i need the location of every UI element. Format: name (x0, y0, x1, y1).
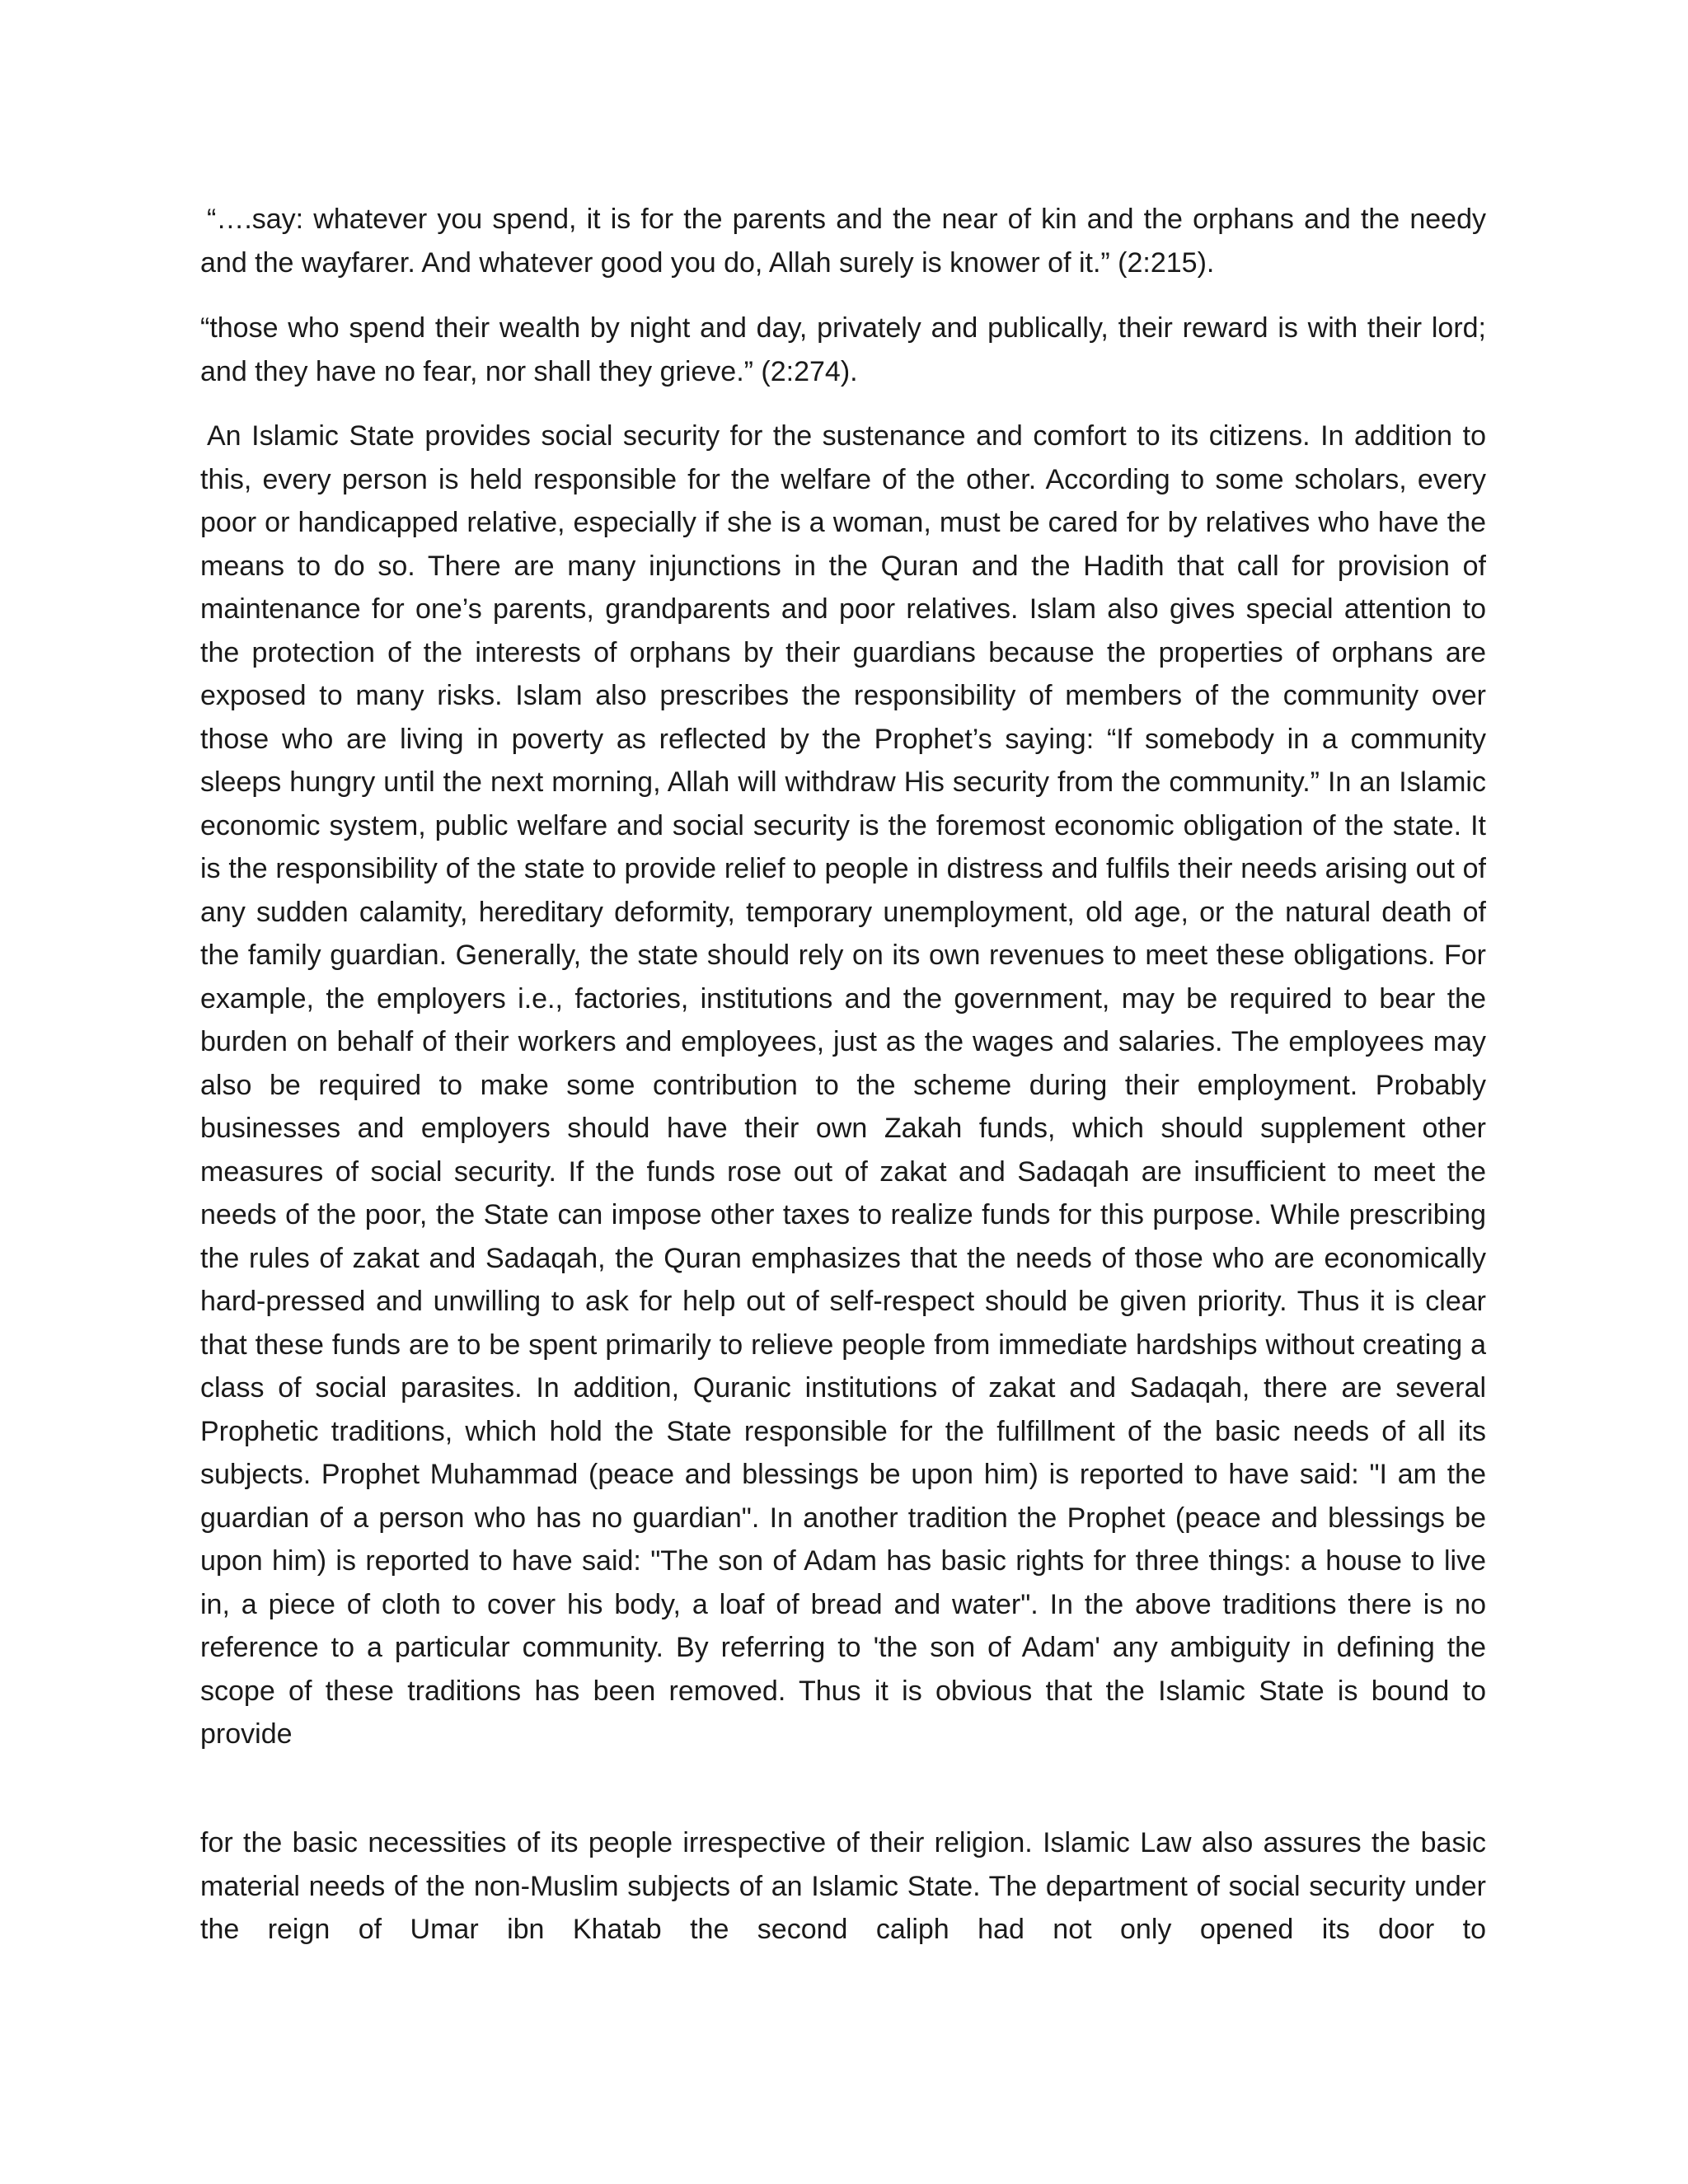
quran-quote-2-274: “those who spend their wealth by night and day, privately and publically, their reward is with their lord; and they have no fear, nor shall they grieve.” (2:274). (200, 312, 1486, 387)
body-paragraph-continued: for the basic necessities of its people irrespective of their religion. Islamic Law also assures the basic material needs of the non-Muslim subjects of an Islamic State. The department of social security under the reign of Umar ibn Khatab the second caliph had not only opened its door to (200, 1827, 1486, 1945)
body-paragraph-social-security: An Islamic State provides social security for the sustenance and comfort to its citizens. In addition to this, every person is held responsible for the welfare of the other. According to some scholars, every poor or handicapped relative, especially if she is a woman, must be cared for by relatives who have the means to do so. There are many injunctions in the Quran and the Hadith that call for provision of maintenance for one’s parents, grandparents and poor relatives. Islam also gives special attention to the protection of the interests of orphans by their guardians because the properties of orphans are exposed to many risks. Islam also prescribes the responsibility of members of the community over those who are living in poverty as reflected by the Prophet’s saying: “If somebody in a community sleeps hungry until the next morning, Allah will withdraw His security from the community.” In an Islamic economic system, public welfare and social security is the foremost economic obligation of the state. It is the responsibility of the state to provide relief to people in distress and fulfils their needs arising out of any sudden calamity, hereditary deformity, temporary unemployment, old age, or the natural death of the family guardian. Generally, the state should rely on its own revenues to meet these obligations. For example, the employers i.e., factories, institutions and the government, may be required to bear the burden on behalf of their workers and employees, just as the wages and salaries. The employees may also be required to make some contribution to the scheme during their employment. Probably businesses and employers should have their own Zakah funds, which should supplement other measures of social security. If the funds rose out of zakat and Sadaqah are insufficient to meet the needs of the poor, the State can impose other taxes to realize funds for this purpose. While prescribing the rules of zakat and Sadaqah, the Quran emphasizes that the needs of those who are economically hard-pressed and unwilling to ask for help out of self-respect should be given priority. Thus it is clear that these funds are to be spent primarily to relieve people from immediate hardships without creating a class of social parasites. In addition, Quranic institutions of zakat and Sadaqah, there are several Prophetic traditions, which hold the State responsible for the fulfillment of the basic needs of all its subjects. Prophet Muhammad (peace and blessings be upon him) is reported to have said: "I am the guardian of a person who has no guardian". In another tradition the Prophet (peace and blessings be upon him) is reported to have said: "The son of Adam has basic rights for three things: a house to live in, a piece of cloth to cover his body, a loaf of bread and water". In the above traditions there is no reference to a particular community. By referring to 'the son of Adam' any ambiguity in defining the scope of these traditions has been removed. Thus it is obvious that the Islamic State is bound to provide (200, 420, 1486, 1750)
quran-quote-2-215: “….say: whatever you spend, it is for the parents and the near of kin and the orphans and the needy and the wayfarer. And whatever good you do, Allah surely is knower of it.” (2:215). (200, 204, 1486, 279)
